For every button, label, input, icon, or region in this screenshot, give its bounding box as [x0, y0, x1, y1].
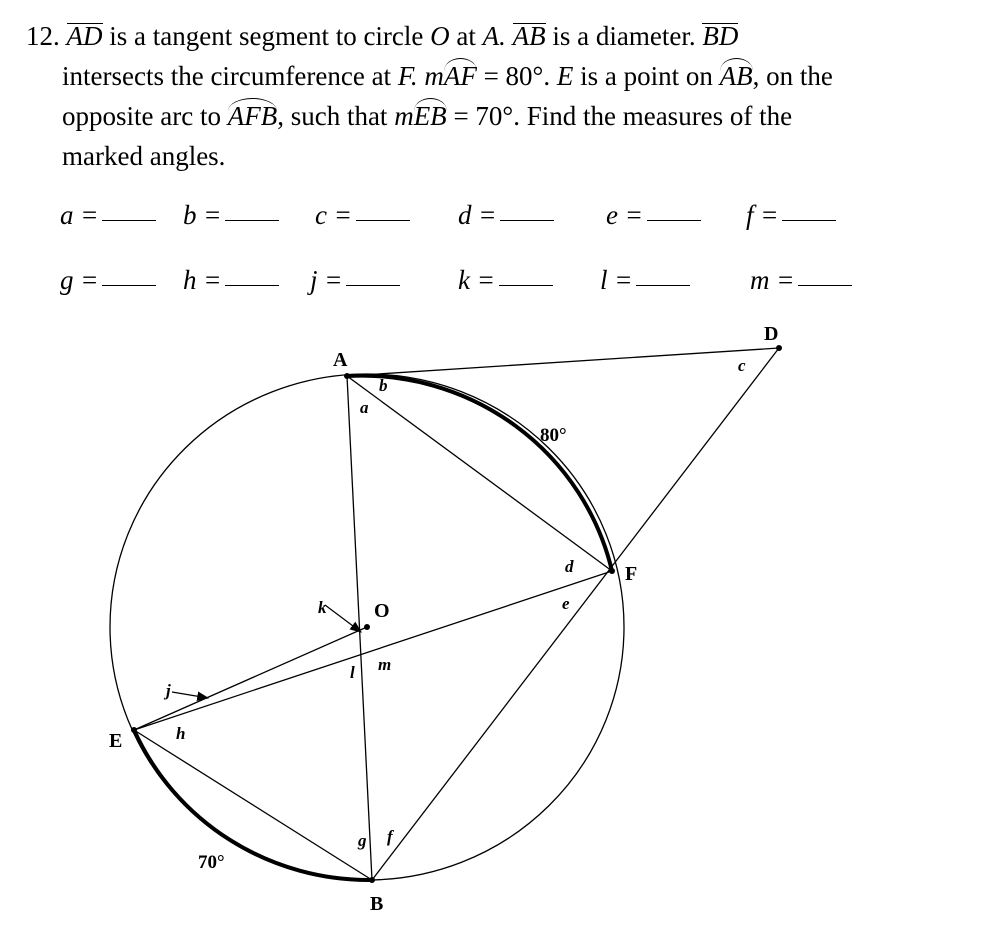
measure-m: m	[394, 101, 414, 131]
angle-b: b	[379, 376, 388, 395]
label-o: O	[374, 600, 390, 622]
segment-ab: AB	[512, 21, 546, 51]
answer-label: k =	[458, 265, 495, 295]
point-f	[609, 568, 615, 574]
angle-d: d	[565, 557, 574, 576]
text-run: opposite arc to	[62, 101, 221, 131]
label-d: D	[764, 323, 779, 345]
text-run: marked angles.	[62, 141, 226, 171]
answer-label: g =	[60, 265, 99, 295]
answer-label: j =	[310, 265, 343, 295]
arrow-k	[325, 605, 361, 632]
text-run: = 80°.	[483, 61, 551, 91]
point-a	[344, 373, 350, 379]
point-f-label: F.	[397, 61, 418, 91]
arc-af: AF	[444, 56, 477, 96]
angle-m: m	[378, 655, 392, 674]
segment-ef-line	[134, 571, 612, 730]
text-run: at	[456, 21, 476, 51]
label-e: E	[109, 730, 123, 752]
angle-j: j	[166, 681, 171, 700]
segment-ad-line	[347, 348, 779, 376]
arc-eb: EB	[414, 96, 447, 136]
label-f: F	[625, 563, 638, 585]
angle-e: e	[562, 594, 570, 613]
circle-o-label: O	[430, 21, 450, 51]
angle-f: f	[387, 827, 393, 846]
angle-c: c	[738, 356, 746, 375]
answer-label: a =	[60, 200, 99, 230]
angle-g: g	[358, 831, 367, 850]
angle-a: a	[360, 398, 369, 417]
answer-label: b =	[183, 200, 222, 230]
answer-label: f =	[746, 200, 779, 230]
angle-k: k	[318, 598, 327, 617]
segment-bd: BD	[702, 21, 739, 51]
point-d	[776, 345, 782, 351]
segment-eb-line	[134, 730, 372, 880]
text-run: is a tangent segment to circle	[109, 21, 424, 51]
text-run: , on the	[752, 61, 833, 91]
arc-eb-measure: 70°	[198, 852, 225, 873]
segment-bd-line	[372, 348, 779, 880]
point-e-label: E	[556, 61, 574, 91]
label-b: B	[370, 893, 384, 915]
arc-afb: AFB	[228, 96, 277, 136]
answer-label: e =	[606, 200, 643, 230]
angle-h: h	[176, 724, 186, 743]
point-a-label: A.	[482, 21, 506, 51]
text-run: is a point on	[580, 61, 713, 91]
text-run: intersects the circumference at	[62, 61, 392, 91]
answer-label: c =	[315, 200, 352, 230]
text-run: , such that	[277, 101, 388, 131]
answer-label: l =	[600, 265, 633, 295]
answer-label: h =	[183, 265, 222, 295]
angle-l: l	[350, 663, 355, 682]
arc-ab: AB	[720, 56, 753, 96]
answer-label: d =	[458, 200, 497, 230]
point-e	[131, 727, 137, 733]
arrow-j	[172, 692, 208, 698]
point-b	[369, 877, 375, 883]
label-a: A	[333, 349, 348, 371]
problem-number: 12.	[26, 21, 60, 51]
measure-m: m	[424, 61, 444, 91]
segment-ad: AD	[66, 21, 103, 51]
arc-af-measure: 80°	[540, 425, 567, 446]
point-o	[364, 624, 370, 630]
answer-label: m =	[750, 265, 795, 295]
text-run: is a diameter.	[552, 21, 696, 51]
text-run: = 70°. Find the measures of the	[453, 101, 793, 131]
segment-eo-line	[134, 627, 367, 730]
